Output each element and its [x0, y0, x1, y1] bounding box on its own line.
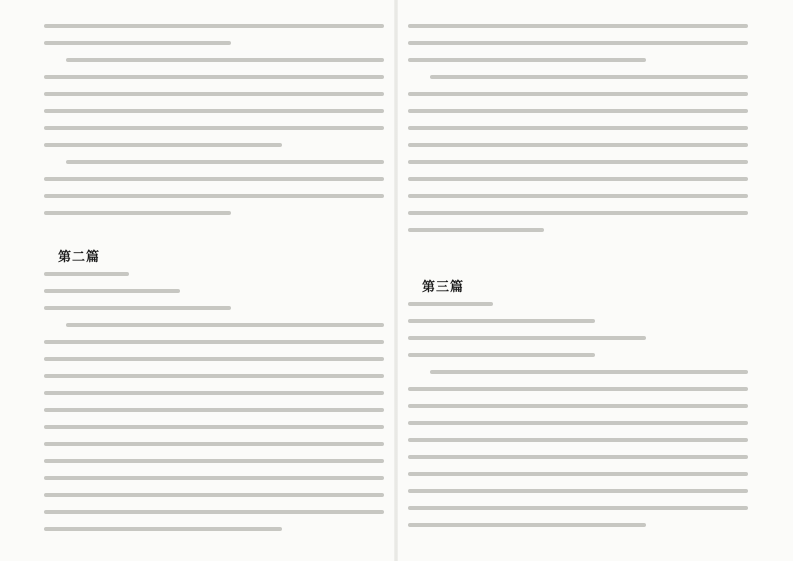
left-page: [44, 14, 384, 547]
book-gutter: [394, 0, 398, 561]
left-page-section-title: 第二篇: [58, 250, 101, 265]
right-page-section-title: 第三篇: [422, 280, 465, 295]
right-page-bottom-text: [408, 302, 748, 540]
left-page-bottom-text: [44, 272, 384, 544]
right-page-top-text: [408, 24, 748, 245]
left-page-top-text: [44, 24, 384, 228]
right-page: [408, 14, 748, 547]
